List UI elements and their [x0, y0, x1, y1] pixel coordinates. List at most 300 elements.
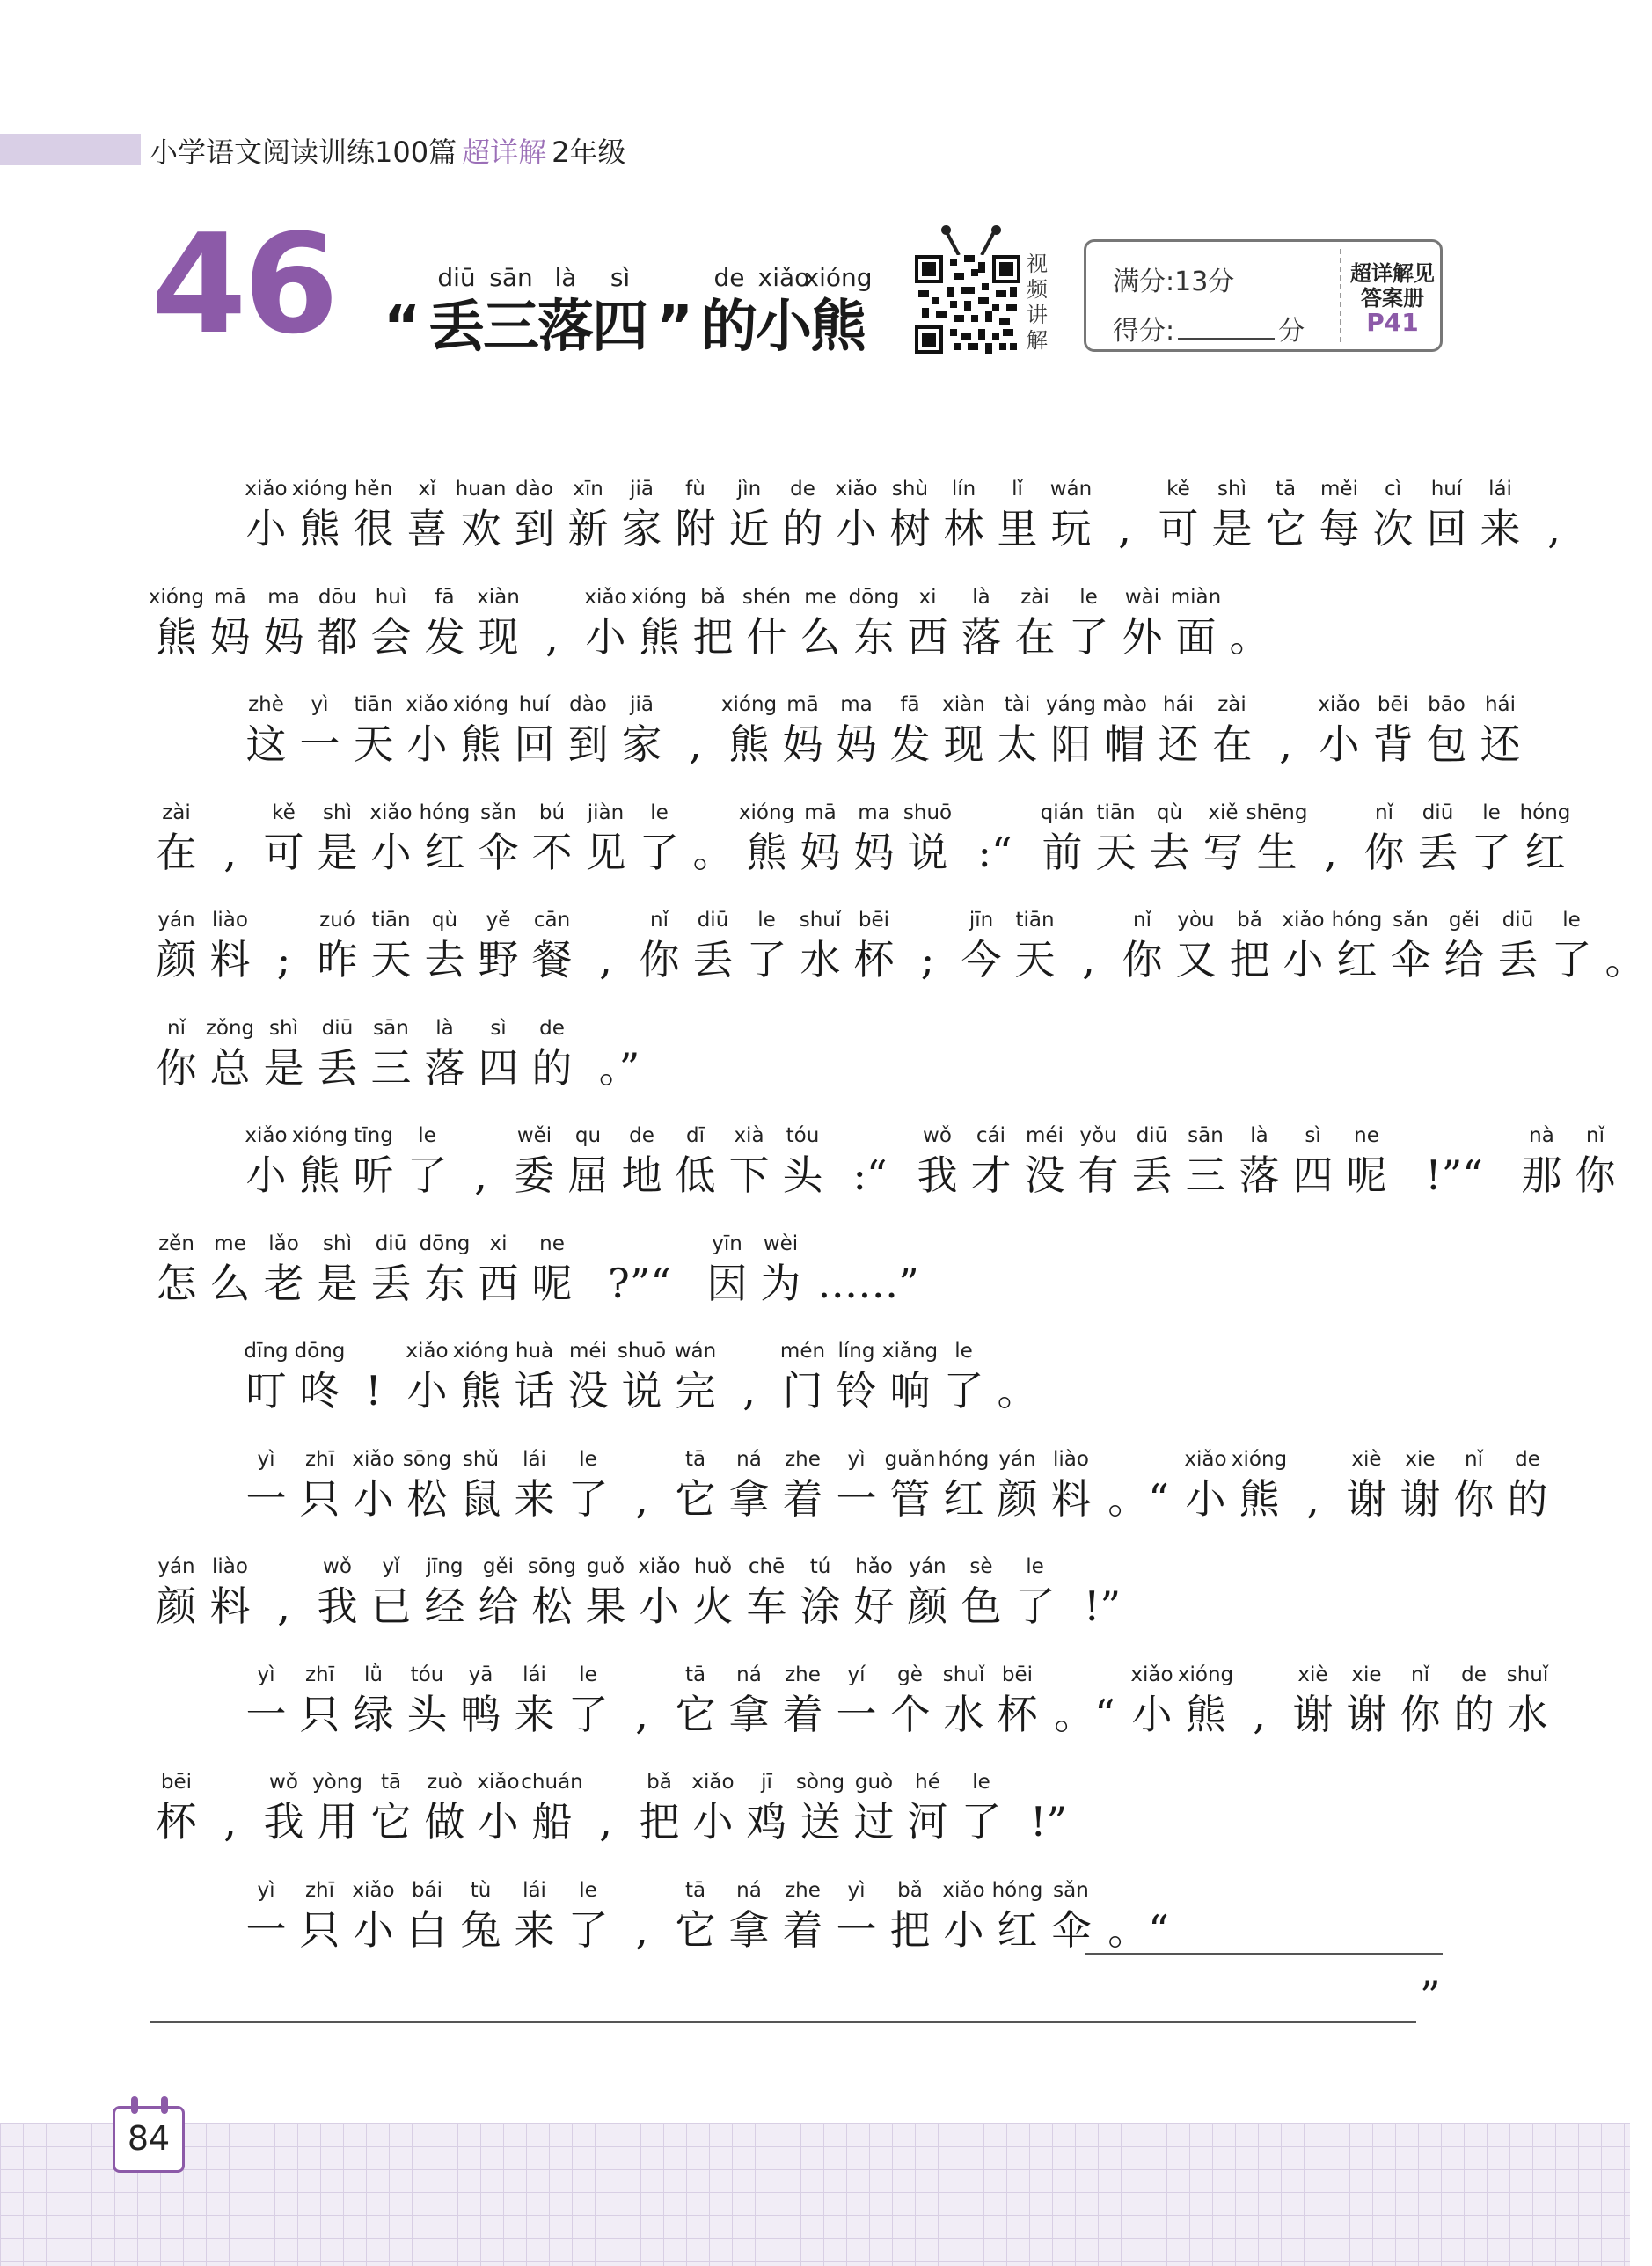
ruby-char [954, 906, 1008, 985]
pinyin: xióng [148, 586, 205, 609]
pinyin: ne [1354, 1124, 1379, 1147]
punctuation [615, 1661, 669, 1740]
title-char [647, 262, 702, 361]
pinyin: xióng [1231, 1448, 1288, 1471]
pinyin: sì [1305, 1124, 1321, 1147]
ruby-char [150, 906, 203, 985]
title-hanzi: 熊 [810, 295, 866, 360]
punctuation [1062, 906, 1115, 985]
ruby-char [990, 1876, 1044, 1955]
hanzi: 只 [299, 1475, 340, 1523]
ruby-char [525, 1230, 579, 1309]
passage-line [150, 583, 1276, 662]
pinyin: qu [574, 1124, 602, 1147]
video-explanation-label: 视 频 讲 解 [1027, 252, 1048, 353]
punctuation [1259, 691, 1312, 770]
hanzi: , [474, 1151, 487, 1199]
hanzi: 杯 [997, 1691, 1038, 1738]
pinyin: jiā [630, 478, 654, 501]
hanzi: 响 [889, 1367, 931, 1414]
hanzi: 还 [1158, 720, 1199, 768]
pinyin: le [954, 1340, 973, 1363]
ruby-char [471, 1768, 525, 1847]
hanzi: 去 [1149, 829, 1190, 876]
pinyin: qián [1040, 801, 1085, 824]
ruby-char [454, 1337, 508, 1416]
pinyin: shì [269, 1017, 298, 1040]
ruby-char [1330, 906, 1384, 985]
title-pinyin: xiǎo [757, 263, 810, 292]
hanzi: 了 [1014, 1583, 1056, 1630]
pinyin: xīn [573, 478, 603, 501]
pinyin: shù [891, 478, 929, 501]
pinyin: yǒu [1079, 1124, 1117, 1147]
hanzi: 是 [1211, 505, 1253, 552]
punctuation [454, 1122, 508, 1201]
pinyin: jī [761, 1771, 772, 1794]
hanzi: 么 [800, 613, 841, 661]
hanzi: !” [1083, 1583, 1121, 1630]
pinyin: nǐ [167, 1017, 186, 1040]
hanzi: 小 [370, 829, 412, 876]
answer-blank-line[interactable] [150, 2021, 1416, 2023]
hanzi: 喜 [406, 505, 448, 552]
hanzi: 现 [478, 613, 519, 661]
ruby-char [1437, 906, 1491, 985]
hanzi: 杯 [156, 1798, 197, 1846]
pinyin: liào [212, 909, 248, 932]
hanzi: 给 [478, 1583, 519, 1630]
hanzi: 外 [1122, 613, 1163, 661]
ruby-char [1465, 799, 1518, 878]
ruby-char [910, 1122, 964, 1201]
ruby-char [347, 1876, 400, 1955]
pinyin: gè [897, 1663, 923, 1686]
hanzi: 颜 [156, 1583, 197, 1630]
pinyin: xiǎo [352, 1879, 395, 1902]
ruby-char [293, 691, 347, 770]
pinyin: dào [569, 693, 607, 716]
hanzi: 没 [567, 1367, 609, 1414]
punctuation [954, 799, 1035, 878]
ruby-char [669, 1445, 722, 1524]
hanzi: 三 [1185, 1151, 1226, 1199]
hanzi: 有 [1078, 1151, 1119, 1199]
hanzi: 送 [800, 1798, 841, 1846]
hanzi: 熊 [728, 720, 770, 768]
title-char [538, 262, 593, 361]
ruby-char [1196, 799, 1250, 878]
page-number-badge [113, 2106, 185, 2173]
hanzi: 小 [245, 1151, 287, 1199]
punctuation [615, 1445, 669, 1524]
pinyin: lín [951, 478, 976, 501]
hanzi: 用 [317, 1798, 358, 1846]
hanzi: 小 [406, 1367, 448, 1414]
hanzi: 东 [853, 613, 895, 661]
ruby-char [418, 1230, 471, 1309]
hanzi: 色 [961, 1583, 1002, 1630]
hanzi: 背 [1372, 720, 1414, 768]
hanzi: 一 [245, 1475, 287, 1523]
hanzi: 可 [263, 829, 304, 876]
hanzi: 小 [1131, 1691, 1173, 1738]
hanzi: 小 [836, 505, 877, 552]
pinyin: nǐ [1375, 801, 1393, 824]
ruby-char [257, 799, 311, 878]
hanzi: 车 [746, 1583, 787, 1630]
pinyin: dī [686, 1124, 705, 1147]
pinyin: bú [538, 801, 566, 824]
ruby-char [847, 799, 901, 878]
ruby-char [830, 475, 883, 554]
pinyin: nà [1529, 1124, 1554, 1147]
pinyin: huà [515, 1340, 554, 1363]
hanzi: 丢 [1497, 936, 1539, 983]
pinyin: zhe [785, 1879, 821, 1902]
ruby-char [1205, 691, 1259, 770]
pinyin: shén [742, 586, 792, 609]
pinyin: xióng [631, 586, 688, 609]
hanzi: 丢 [317, 1044, 358, 1092]
punctuation [1286, 1445, 1340, 1524]
pinyin: tīng [354, 1124, 393, 1147]
hanzi: 了 [567, 1906, 609, 1954]
pinyin: sǎn [480, 801, 516, 824]
pinyin: de [539, 1017, 565, 1040]
pinyin: sān [373, 1017, 409, 1040]
pinyin: zài [162, 801, 191, 824]
answer-blank-line[interactable] [1085, 1953, 1443, 1955]
ruby-char [1366, 475, 1420, 554]
pinyin: yì [311, 693, 329, 716]
pinyin: yì [847, 1448, 866, 1471]
pinyin: bǎ [647, 1771, 672, 1794]
hanzi: 小 [639, 1583, 680, 1630]
ruby-char [830, 1337, 883, 1416]
ruby-char [239, 475, 293, 554]
pinyin: xiǎo [406, 1340, 449, 1363]
hanzi: 一 [245, 1691, 287, 1738]
pinyin: le [1079, 586, 1098, 609]
hanzi: 昨 [317, 936, 358, 983]
score-blank[interactable] [1178, 315, 1275, 340]
hanzi: 杯 [853, 936, 895, 983]
ruby-char [954, 1553, 1008, 1632]
pinyin: tā [684, 1879, 706, 1902]
pinyin: dōu [318, 586, 357, 609]
score-field[interactable]: 得分: 分 [1113, 316, 1305, 347]
punctuation [1098, 1876, 1179, 1955]
ruby-char [364, 1014, 418, 1093]
pinyin: xiǎo [477, 1771, 520, 1794]
ruby-char [257, 1014, 311, 1093]
pinyin: nǐ [650, 909, 669, 932]
ruby-char [1366, 691, 1420, 770]
pinyin: lái [523, 1663, 546, 1686]
hanzi: 水 [943, 1691, 984, 1738]
pinyin: shǔ [462, 1448, 500, 1471]
ruby-char [632, 583, 686, 662]
hanzi: 过 [853, 1798, 895, 1846]
ruby-char [1515, 1122, 1568, 1201]
hanzi: 附 [675, 505, 716, 552]
hanzi: 太 [997, 720, 1038, 768]
ruby-char [776, 475, 830, 554]
punctuation [579, 906, 632, 985]
pinyin: ma [267, 586, 300, 609]
ruby-char [418, 906, 471, 985]
hanzi: 。“ [1107, 1475, 1169, 1523]
ruby-char [722, 1876, 776, 1955]
hanzi: ; [276, 936, 291, 983]
pinyin: lǜ [364, 1663, 383, 1686]
hanzi: 落 [424, 1044, 465, 1092]
ruby-char [347, 475, 400, 554]
pinyin: le [579, 1879, 597, 1902]
ruby-char [1501, 1661, 1554, 1740]
passage-line [239, 1445, 1554, 1524]
pinyin: guǎn [884, 1448, 936, 1471]
pinyin: hóng [991, 1879, 1043, 1902]
hanzi: 水 [1507, 1691, 1548, 1738]
hanzi: 前 [1042, 829, 1083, 876]
ruby-char [508, 1876, 561, 1955]
ruby-char [1411, 799, 1465, 878]
title-char [484, 262, 538, 361]
pinyin: lǐ [1012, 478, 1023, 501]
punctuation [347, 1337, 400, 1416]
hanzi: 玩 [1050, 505, 1092, 552]
ruby-char [1062, 583, 1115, 662]
ruby-char [454, 475, 508, 554]
pinyin: yì [257, 1663, 275, 1686]
pinyin: yì [847, 1879, 866, 1902]
ruby-char [722, 1661, 776, 1740]
title-char [375, 262, 429, 361]
punctuation [1223, 583, 1276, 662]
hanzi: 头 [406, 1691, 448, 1738]
hanzi: 伞 [1050, 1906, 1092, 1954]
hanzi: 四 [1292, 1151, 1334, 1199]
hanzi: 小 [353, 1475, 394, 1523]
ruby-char [1259, 475, 1312, 554]
ruby-char [418, 583, 471, 662]
title-hanzi: “ [383, 295, 421, 360]
hanzi: 次 [1372, 505, 1414, 552]
ruby-char [579, 799, 632, 878]
ruby-char [239, 1445, 293, 1524]
ruby-char [990, 691, 1044, 770]
grade-label: 2年级 [552, 135, 626, 169]
pinyin: yì [257, 1448, 275, 1471]
ruby-char [937, 1661, 990, 1740]
ruby-char [776, 1122, 830, 1201]
ruby-char [1357, 799, 1411, 878]
pinyin: xie [1405, 1448, 1436, 1471]
ruby-char [364, 906, 418, 985]
pinyin: diū [1422, 801, 1454, 824]
hanzi: 料 [209, 936, 251, 983]
pinyin: zěn [158, 1232, 194, 1255]
hanzi: 你 [156, 1044, 197, 1092]
ruby-char [883, 1337, 937, 1416]
hanzi: 很 [353, 505, 394, 552]
hanzi: 熊 [460, 720, 501, 768]
pinyin: yán [157, 909, 195, 932]
pinyin: hóng [1519, 801, 1571, 824]
pinyin: tiān [354, 693, 393, 716]
ruby-char [239, 1337, 293, 1416]
pinyin: hé [915, 1771, 940, 1794]
ruby-char [686, 583, 740, 662]
hanzi: 屈 [567, 1151, 609, 1199]
hanzi: 伞 [478, 829, 519, 876]
ruby-char [883, 691, 937, 770]
pinyin: sì [490, 1017, 507, 1040]
ruby-char [364, 583, 418, 662]
pinyin: le [1562, 909, 1581, 932]
ruby-char [471, 906, 525, 985]
pinyin: sōng [527, 1555, 577, 1578]
pinyin: bǎ [1237, 909, 1262, 932]
pinyin: liào [212, 1555, 248, 1578]
pinyin: xiǎng [881, 1340, 939, 1363]
hanzi: 你 [1575, 1151, 1616, 1199]
pinyin: zài [1020, 586, 1049, 609]
pinyin: huan [455, 478, 507, 501]
ruby-char [954, 1768, 1008, 1847]
pinyin: wǒ [269, 1771, 298, 1794]
series-title: 小学语文阅读训练100篇 [150, 135, 457, 169]
hanzi: :“ [977, 829, 1012, 876]
hanzi: 的 [1453, 1691, 1495, 1738]
pinyin: dōng [848, 586, 900, 609]
title-char [757, 262, 811, 361]
ruby-char [847, 906, 901, 985]
pinyin: fù [685, 478, 705, 501]
pinyin: shuǐ [799, 909, 842, 932]
pinyin: yòu [1177, 909, 1215, 932]
pinyin: là [435, 1017, 454, 1040]
punctuation [808, 1230, 929, 1309]
hanzi: 因 [706, 1260, 748, 1307]
pinyin: xiǎo [245, 478, 288, 501]
closing-quote: ” [1420, 1972, 1441, 2020]
ruby-char [1447, 1661, 1501, 1740]
hanzi: ; [920, 936, 935, 983]
pinyin: tā [1275, 478, 1297, 501]
pinyin: xiǎo [406, 693, 449, 716]
ruby-char [1205, 475, 1259, 554]
hanzi: , [1118, 505, 1131, 552]
hanzi: 了 [567, 1475, 609, 1523]
ruby-char [1286, 1122, 1340, 1201]
hanzi: 拿 [728, 1475, 770, 1523]
ruby-char [400, 1445, 454, 1524]
hanzi: 为 [760, 1260, 801, 1307]
hanzi: 小 [1283, 936, 1324, 983]
pinyin: shì [323, 1232, 352, 1255]
pinyin: me [804, 586, 837, 609]
hanzi: 天 [1095, 829, 1137, 876]
pinyin: tā [684, 1663, 706, 1686]
hanzi: 四 [478, 1044, 519, 1092]
hanzi: 见 [585, 829, 626, 876]
ruby-char [1393, 1445, 1447, 1524]
hanzi: 伞 [1390, 936, 1431, 983]
hanzi: 做 [424, 1798, 465, 1846]
ruby-char [293, 1445, 347, 1524]
pinyin: fā [900, 693, 920, 716]
ruby-char [257, 583, 311, 662]
ruby-char [1246, 799, 1308, 878]
hanzi: 头 [782, 1151, 823, 1199]
hanzi: 是 [263, 1044, 304, 1092]
pinyin: hóng [419, 801, 471, 824]
hanzi: 来 [514, 1475, 555, 1523]
hanzi: 不 [531, 829, 573, 876]
pinyin: jiàn [587, 801, 625, 824]
qr-code-icon[interactable] [915, 255, 1020, 354]
pinyin: shì [323, 801, 352, 824]
hanzi: 妈 [782, 720, 823, 768]
ruby-char [776, 1661, 830, 1740]
hanzi: 三 [370, 1044, 412, 1092]
punctuation [525, 583, 579, 662]
hanzi: 听 [353, 1151, 394, 1199]
ruby-char [257, 1230, 311, 1309]
punctuation [830, 1122, 910, 1201]
pinyin: xiàn [477, 586, 520, 609]
pinyin: wài [1124, 586, 1160, 609]
pinyin: yán [998, 1448, 1036, 1471]
punctuation [257, 1553, 311, 1632]
hanzi: 地 [621, 1151, 662, 1199]
pinyin: bēi [1001, 1663, 1034, 1686]
title-hanzi: ” [655, 295, 694, 360]
hanzi: 发 [889, 720, 931, 768]
ruby-char [632, 1553, 686, 1632]
hanzi: 西 [907, 613, 948, 661]
hanzi: 林 [943, 505, 984, 552]
hanzi: 已 [370, 1583, 412, 1630]
ruby-char [740, 906, 793, 985]
ruby-char [293, 1337, 347, 1416]
punctuation [1098, 1445, 1179, 1524]
ruby-char [1545, 906, 1598, 985]
hanzi: 给 [1444, 936, 1485, 983]
hanzi: 东 [424, 1260, 465, 1307]
pinyin: yán [157, 1555, 195, 1578]
pinyin: gěi [482, 1555, 515, 1578]
title-pinyin: xióng [804, 263, 873, 292]
hanzi: 小 [353, 1906, 394, 1954]
title-hanzi: 的 [701, 295, 757, 360]
hanzi: 在 [156, 829, 197, 876]
pinyin: hái [1484, 693, 1517, 716]
title-hanzi: 四 [592, 295, 648, 360]
punctuation [1304, 799, 1357, 878]
ruby-char [418, 1553, 471, 1632]
punctuation [722, 1337, 776, 1416]
hanzi: 餐 [531, 936, 573, 983]
ruby-char [203, 583, 257, 662]
pinyin: xiǎo [1282, 909, 1325, 932]
passage-line [239, 1876, 1179, 1955]
pinyin: bāo [1428, 693, 1466, 716]
ruby-char [311, 906, 364, 985]
